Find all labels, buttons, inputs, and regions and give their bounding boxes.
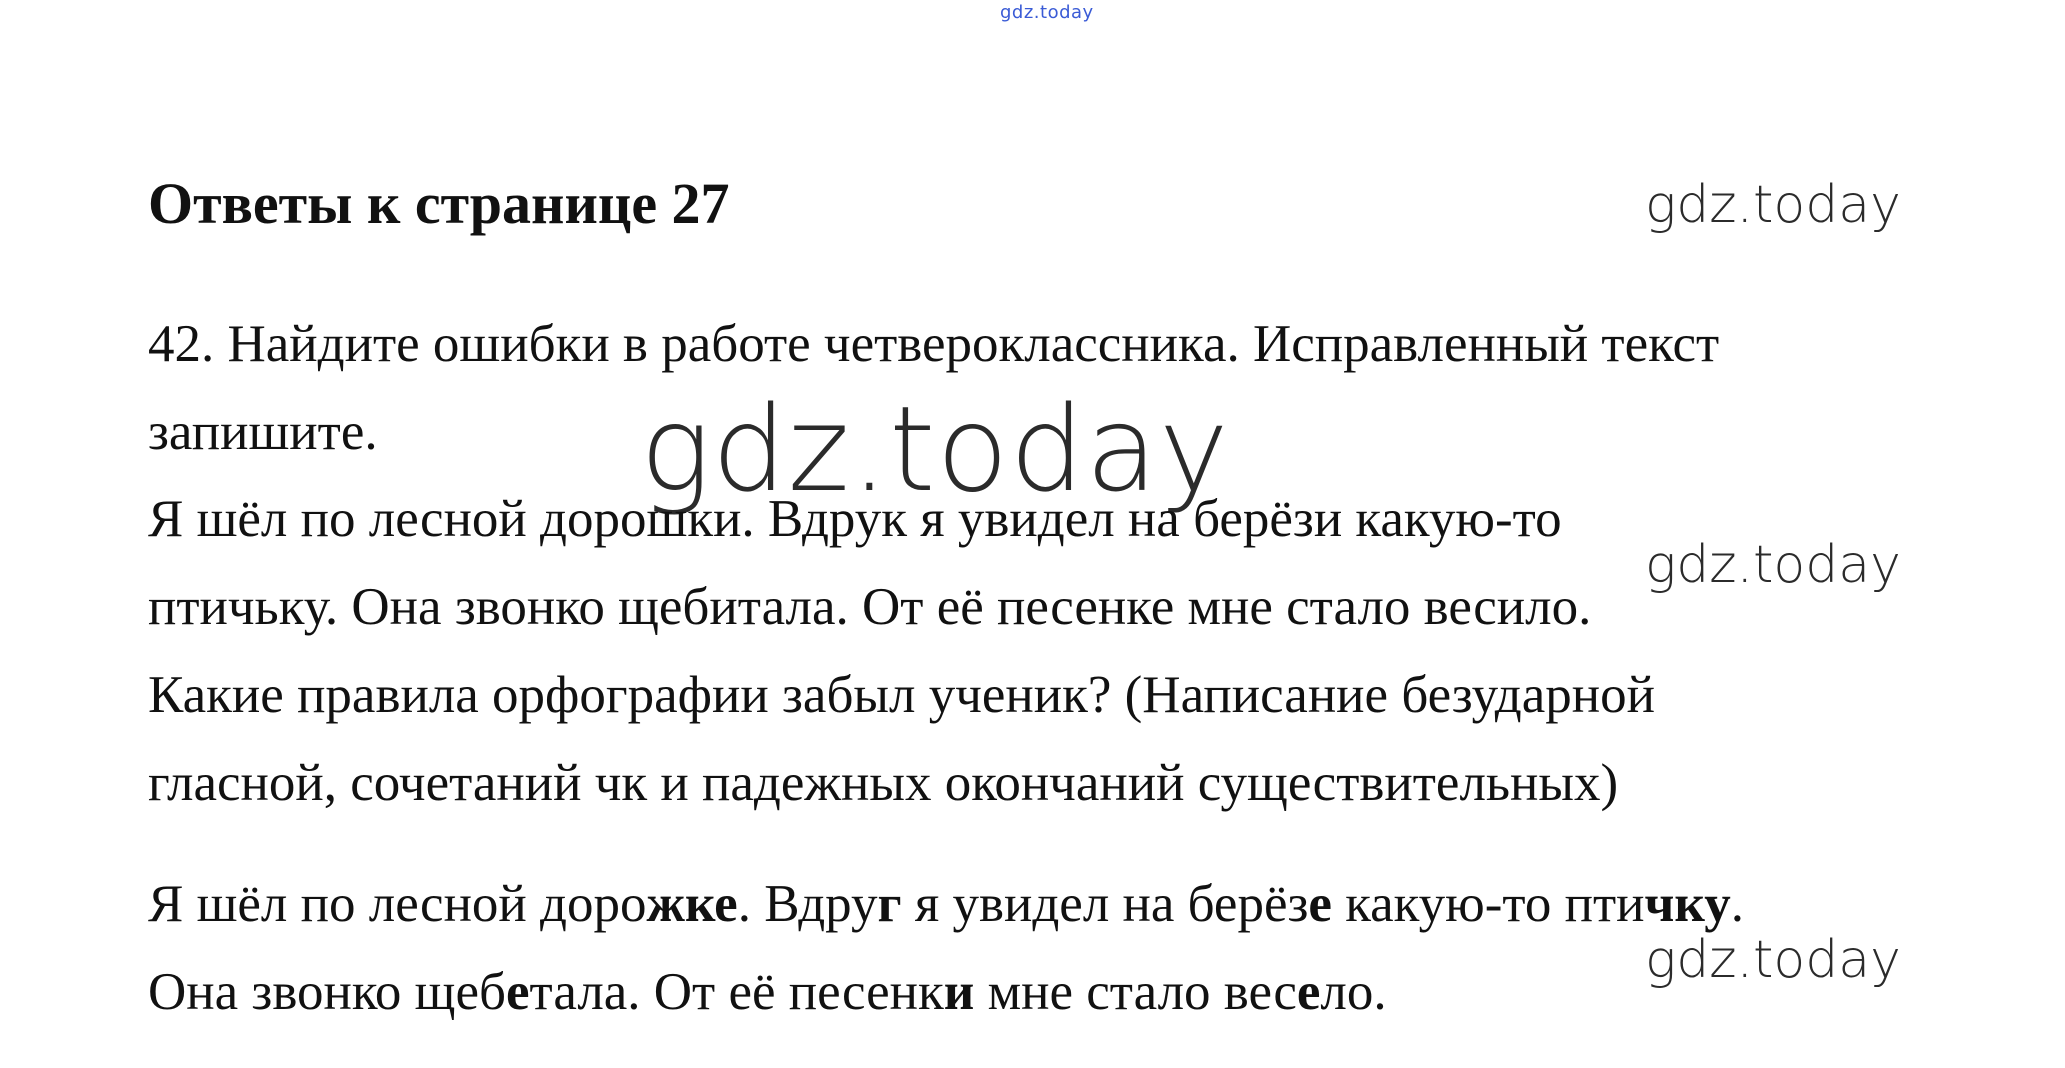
text-segment: тала. От её песенк xyxy=(529,963,944,1021)
text-segment: Я шёл по лесной доро xyxy=(148,875,647,933)
watermark-mid: gdz.today xyxy=(1645,535,1901,595)
text-segment: Она звонко щеб xyxy=(148,963,506,1021)
corrected-letters: и xyxy=(943,963,975,1021)
corrected-letters: е xyxy=(1308,875,1332,933)
corrected-letters: г xyxy=(877,875,902,933)
text-segment: какую-то пти xyxy=(1331,875,1645,933)
watermark-header: gdz.today xyxy=(1645,175,1901,235)
text-segment: мне стало вес xyxy=(974,963,1297,1021)
task-line-1: 42. Найдите ошибки в работе четвероклассника. Исправленный текст xyxy=(148,315,1720,373)
page-title: Ответы к странице 27 xyxy=(148,171,730,236)
text-segment: ло. xyxy=(1320,963,1387,1021)
corrected-text-line-1 xyxy=(148,875,1744,933)
text-segment: я увидел на берёз xyxy=(901,875,1309,933)
text-segment: . Вдру xyxy=(737,875,878,933)
question-line-2: гласной, сочетаний чк и падежных окончаний существительных) xyxy=(148,754,1619,812)
task-line-2: запишите. xyxy=(148,403,378,461)
corrected-letters: чку xyxy=(1644,875,1731,933)
original-text-line-2: птичьку. Она звонко щебитала. От её песенке мне стало весило. xyxy=(148,578,1592,636)
corrected-letters: жке xyxy=(646,875,738,933)
watermark-top: gdz.today xyxy=(1000,2,1094,23)
text-segment: . xyxy=(1730,875,1744,933)
question-line-1: Какие правила орфографии забыл ученик? (Написание безударной xyxy=(148,666,1655,724)
watermark-low: gdz.today xyxy=(1645,930,1901,990)
corrected-letters: е xyxy=(1296,963,1321,1021)
corrected-letters: е xyxy=(505,963,530,1021)
corrected-text-line-2 xyxy=(148,963,1387,1021)
watermark-big: gdz.today xyxy=(640,380,1230,518)
original-text-line-1: Я шёл по лесной дорошки. Вдрук я увидел на берёзи какую-то xyxy=(148,490,1562,548)
